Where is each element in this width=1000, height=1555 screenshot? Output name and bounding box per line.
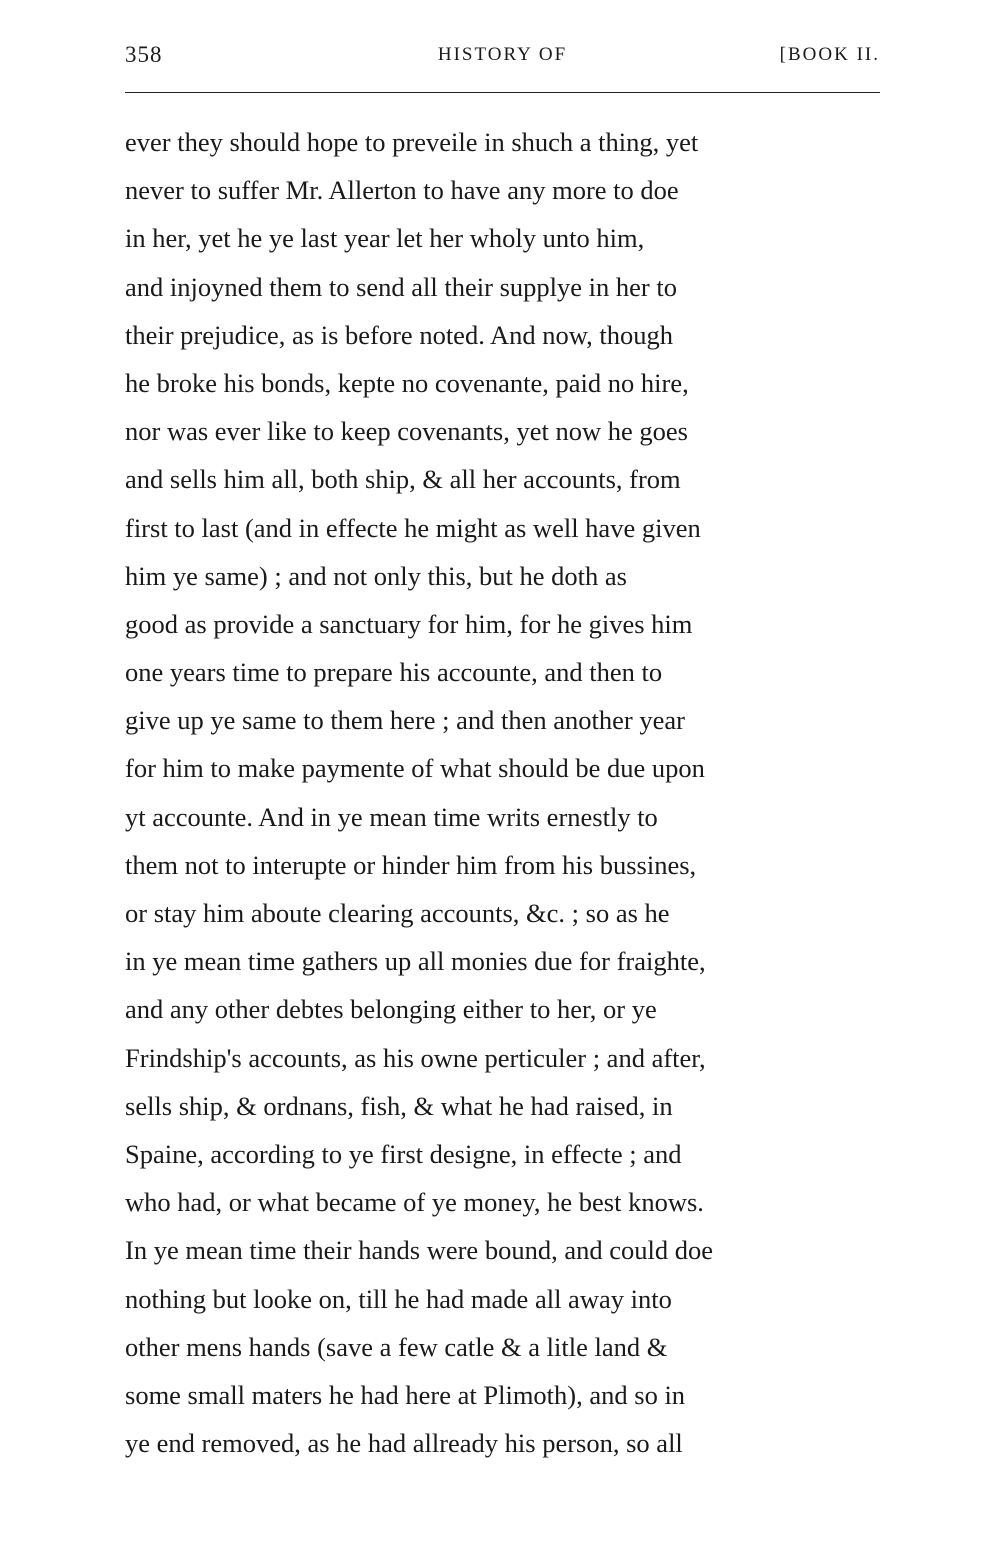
text-line: in ye mean time gathers up all monies due for fraighte, [125,946,706,977]
text-line: their prejudice, as is before noted. And now, though [125,319,674,350]
running-title: HISTORY OF [437,44,568,65]
text-line: he broke his bonds, kepte no covenante, paid no hire, [125,367,689,398]
text-line: and injoyned them to send all their supplye in her to [125,271,677,302]
page-header [125,42,880,78]
body-text [125,118,880,1467]
text-line: yt accounte. And in ye mean time writs ernestly to [125,801,658,832]
text-line: Spaine, according to ye first designe, in effecte ; and [125,1138,682,1169]
text-line: sells ship, & ordnans, fish, & what he had raised, in [125,1090,673,1121]
text-line: some small maters he had here at Plimoth), and so in [125,1379,686,1410]
text-line: in her, yet he ye last year let her wholy unto him, [125,223,645,254]
book-label: [BOOK II. [779,44,880,65]
text-line: and any other debtes belonging either to her, or ye [125,994,657,1025]
text-line: ever they should hope to preveile in shuch a thing, yet [125,127,699,157]
page-number: 358 [125,42,163,67]
text-line: who had, or what became of ye money, he best knows. [125,1187,704,1218]
text-line: them not to interupte or hinder him from his bussines, [125,849,697,880]
text-line: other mens hands (save a few catle & a litle land & [125,1331,668,1362]
text-line: ye end removed, as he had allready his person, so all [125,1428,683,1459]
text-line: never to suffer Mr. Allerton to have any more to doe [125,175,679,206]
text-line: Frindship's accounts, as his owne perticuler ; and after, [125,1042,706,1073]
text-line: nor was ever like to keep covenants, yet now he goes [125,416,688,447]
text-line: for him to make paymente of what should be due upon [125,753,705,784]
text-line: and sells him all, both ship, & all her accounts, from [125,464,681,495]
text-line: In ye mean time their hands were bound, and could doe [125,1235,713,1266]
text-line: nothing but looke on, till he had made all away into [125,1283,672,1314]
header-rule [125,92,880,93]
text-line: one years time to prepare his accounte, and then to [125,657,663,688]
text-line: good as provide a sanctuary for him, for he gives him [125,608,693,639]
text-line: first to last (and in effecte he might as well have given [125,512,701,543]
text-line: give up ye same to them here ; and then another year [125,705,685,736]
text-line: or stay him aboute clearing accounts, &c. ; so as he [125,898,670,928]
text-line: him ye same) ; and not only this, but he doth as [125,560,627,591]
